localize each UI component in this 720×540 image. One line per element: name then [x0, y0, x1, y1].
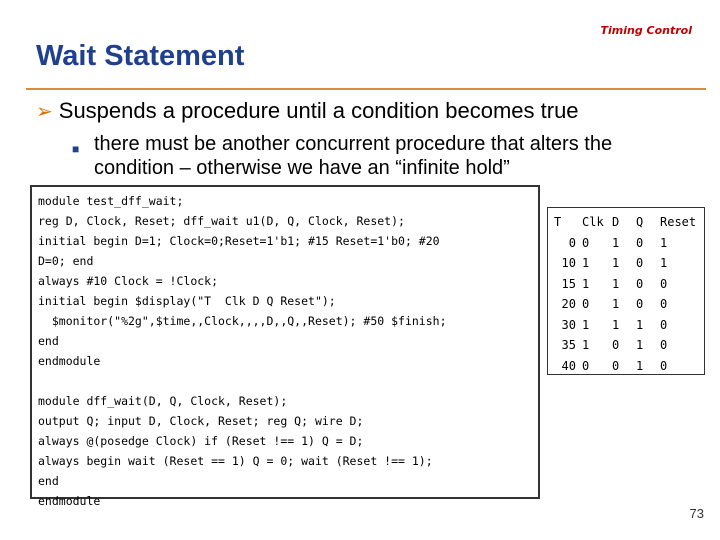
- table-row: [554, 253, 704, 274]
- table-cell: 1: [636, 317, 644, 332]
- table-cell: 1: [636, 338, 644, 352]
- code-line: end: [38, 474, 59, 488]
- main-bullet: [36, 98, 579, 124]
- code-line: endmodule: [38, 354, 101, 368]
- table-row: [554, 294, 704, 315]
- arrow-bullet-icon: ➢: [36, 101, 53, 123]
- code-line: module dff_wait(D, Q, Clock, Reset);: [38, 394, 288, 408]
- code-line: initial begin D=1; Clock=0;Reset=1'b1; #15 Reset=1'b0; #20: [38, 234, 440, 248]
- header-cell: Clk: [582, 215, 604, 229]
- table-header-row: [554, 212, 704, 233]
- table-cell: 0: [636, 235, 644, 250]
- sub-bullet: [72, 132, 692, 180]
- table-cell: 15: [561, 276, 576, 291]
- table-cell: 0: [612, 358, 620, 373]
- table-cell: 10: [561, 256, 576, 270]
- table-cell: 0: [660, 297, 668, 311]
- table-cell: 1: [582, 338, 590, 352]
- code-line: endmodule: [38, 494, 101, 508]
- table-cell: 35: [561, 338, 576, 352]
- code-line: $monitor("%2g",$time,,Clock,,,,D,,Q,,Reset); #50 $finish;: [38, 314, 447, 328]
- table-cell: 1: [660, 256, 668, 270]
- table-cell: 1: [612, 276, 620, 291]
- code-line: module test_dff_wait;: [38, 194, 184, 208]
- code-line: initial begin $display("T Clk D Q Reset");: [38, 294, 336, 308]
- slide-title: Wait Statement: [36, 40, 245, 72]
- table-cell: 0: [660, 276, 668, 291]
- square-bullet-icon: ■: [72, 142, 80, 156]
- section-label: Timing Control: [600, 24, 692, 37]
- table-cell: 40: [561, 358, 576, 373]
- code-listing: [30, 185, 540, 508]
- code-line: always #10 Clock = !Clock;: [38, 274, 219, 288]
- table-cell: 0: [636, 297, 644, 311]
- header-cell: Reset: [660, 215, 697, 229]
- table-cell: 0: [660, 358, 668, 373]
- table-row: [554, 274, 704, 295]
- table-cell: 0: [660, 317, 668, 332]
- page-number: 73: [689, 506, 704, 521]
- table-cell: 1: [612, 317, 620, 332]
- code-line: [38, 371, 538, 391]
- header-cell: T: [554, 215, 562, 229]
- table-cell: 0: [636, 256, 644, 270]
- table-cell: 20: [561, 297, 576, 311]
- table-cell: 0: [636, 276, 644, 291]
- table-cell: 1: [612, 235, 620, 250]
- main-bullet-text: Suspends a procedure until a condition becomes true: [58, 98, 579, 123]
- table-row: [554, 335, 704, 356]
- sub-bullet-text: there must be another concurrent procedure that alters the condition – otherwise we have an “infinite hold”: [94, 133, 613, 179]
- code-line: output Q; input D, Clock, Reset; reg Q; wire D;: [38, 414, 364, 428]
- table-cell: 1: [582, 276, 590, 291]
- code-line: always @(posedge Clock) if (Reset !== 1) Q = D;: [38, 434, 364, 448]
- code-line: always begin wait (Reset == 1) Q = 0; wait (Reset !== 1);: [38, 454, 433, 468]
- table-cell: 0: [660, 338, 668, 352]
- table-cell: 30: [561, 317, 576, 332]
- table-row: [554, 233, 704, 254]
- table-cell: 1: [612, 256, 620, 270]
- header-cell: Q: [636, 215, 644, 229]
- code-line: end: [38, 334, 59, 348]
- table-cell: 1: [582, 317, 590, 332]
- table-cell: 0: [568, 235, 576, 250]
- table-cell: 0: [582, 235, 590, 250]
- title-divider: [26, 88, 706, 90]
- table-cell: 0: [582, 358, 590, 373]
- table-cell: 1: [582, 256, 590, 270]
- table-cell: 1: [660, 235, 668, 250]
- table-row: [554, 315, 704, 336]
- table-cell: 1: [612, 297, 620, 311]
- table-row: [554, 356, 704, 377]
- table-cell: 0: [582, 297, 590, 311]
- table-cell: 1: [636, 358, 644, 373]
- simulation-output-table: [547, 207, 705, 375]
- table-cell: 0: [612, 338, 620, 352]
- header-cell: D: [612, 215, 620, 229]
- code-line: reg D, Clock, Reset; dff_wait u1(D, Q, Clock, Reset);: [38, 214, 405, 228]
- code-line: D=0; end: [38, 254, 94, 268]
